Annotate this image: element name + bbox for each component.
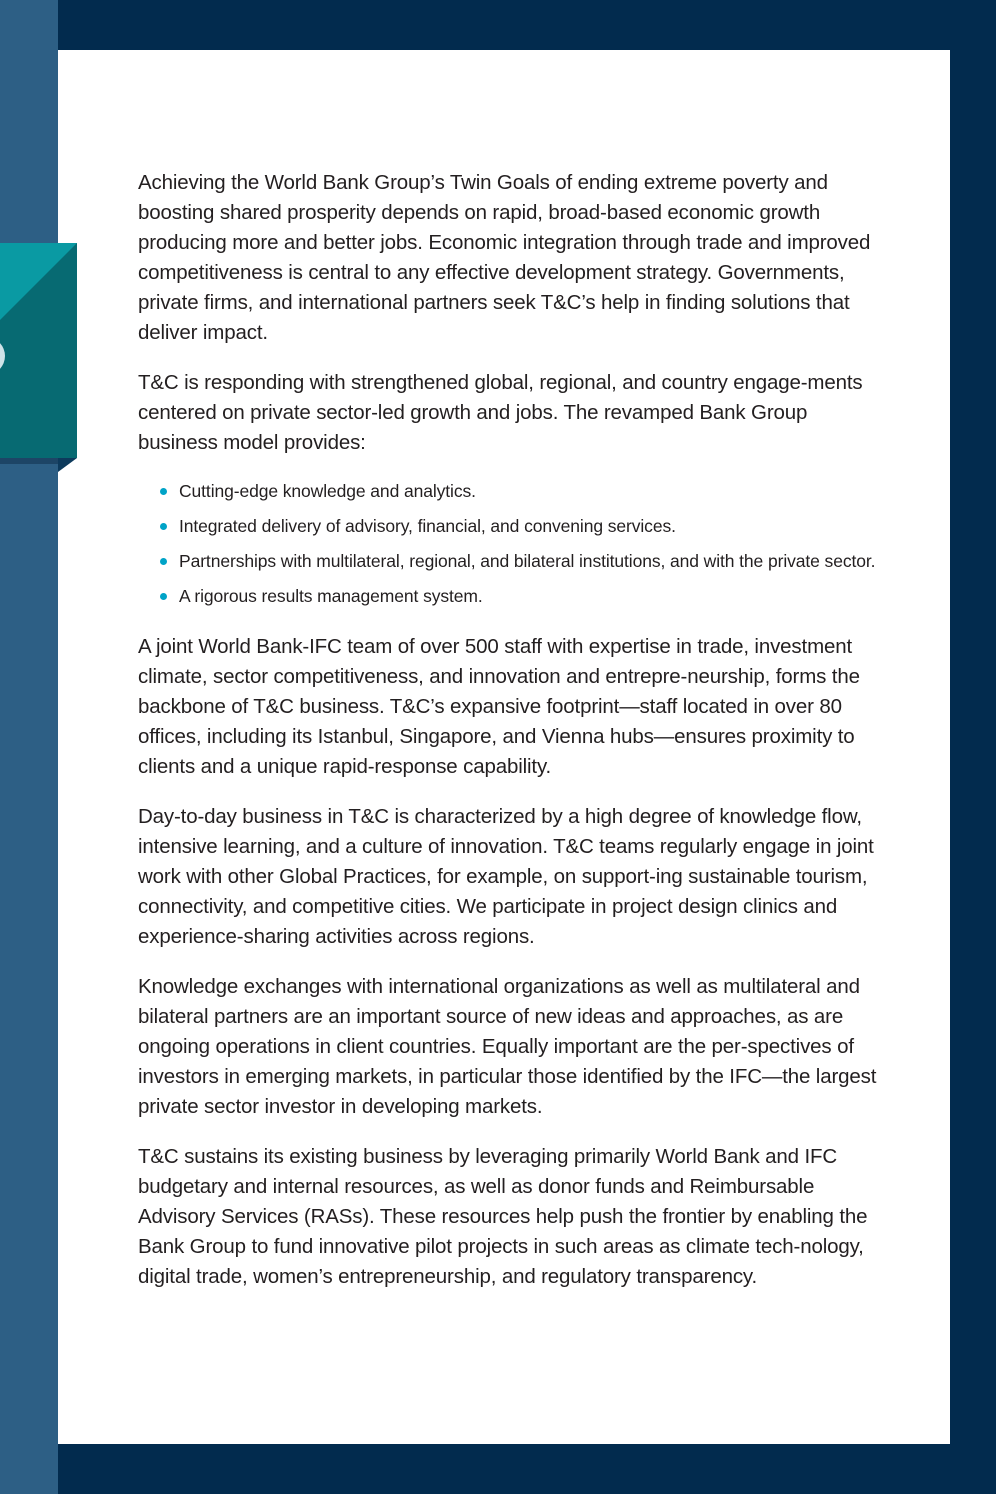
paragraph-day-to-day: Day-to-day business in T&C is characterized by a high degree of knowledge flow, intensive learning, and a culture of innovation. T&C teams regularly engage in joint work with other Global Practices, for example, on support-ing sustainable tourism, connectivity, and competitive cities. We participate in project design clinics and experience-sharing activities across regions. bbox=[138, 805, 874, 948]
bullet-icon bbox=[160, 523, 167, 530]
list-item-text: Cutting-edge knowledge and analytics. bbox=[179, 481, 476, 501]
list-item bbox=[138, 583, 882, 610]
section-tab-fold bbox=[58, 458, 77, 472]
paragraph-team: A joint World Bank-IFC team of over 500 staff with expertise in trade, investment climate, sector competitiveness, and innovation and entrepre-neurship, forms the backbone of T&C business. T&C’s expansive footprint—staff located in over 80 offices, including its Istanbul, Singapore, and Vienna hubs—ensures proximity to clients and a unique rapid-response capability. bbox=[138, 635, 860, 778]
bullet-icon bbox=[160, 593, 167, 600]
bullet-icon bbox=[160, 488, 167, 495]
section-tab-graphic bbox=[0, 243, 77, 458]
list-item-text: Integrated delivery of advisory, financial, and convening services. bbox=[179, 516, 676, 536]
list-item bbox=[138, 513, 882, 540]
business-model-list bbox=[138, 478, 882, 610]
paragraph-resources: T&C sustains its existing business by leveraging primarily World Bank and IFC budgetary and internal resources, as well as donor funds and Reimbursable Advisory Services (RASs). These resources help push the frontier by enabling the Bank Group to fund innovative pilot projects in such areas as climate tech-nology, digital trade, women’s entrepreneurship, and regulatory transparency. bbox=[138, 1145, 868, 1288]
list-item-text: Partnerships with multilateral, regional, and bilateral institutions, and with the private sector. bbox=[179, 551, 876, 571]
paragraph-response: T&C is responding with strengthened global, regional, and country engage-ments centered on private sector-led growth and jobs. The revamped Bank Group business model provides: bbox=[138, 371, 863, 454]
bullet-icon bbox=[160, 558, 167, 565]
body-text bbox=[138, 168, 882, 1312]
left-side-band bbox=[0, 0, 58, 1494]
list-item bbox=[138, 478, 882, 505]
section-tab-shadow bbox=[0, 458, 58, 464]
list-item bbox=[138, 548, 882, 575]
paragraph-knowledge: Knowledge exchanges with international organizations as well as multilateral and bilateral partners are an important source of new ideas and approaches, as are ongoing operations in client countries. Equally important are the per-spectives of investors in emerging markets, in particular those identified by the IFC—the largest private sector investor in developing markets. bbox=[138, 975, 877, 1118]
list-item-text: A rigorous results management system. bbox=[179, 586, 483, 606]
paragraph-intro: Achieving the World Bank Group’s Twin Goals of ending extreme poverty and boosting shared prosperity depends on rapid, broad-based economic growth producing more and better jobs. Economic integration through trade and improved competitiveness is central to any effective development strategy. Governments, private firms, and international partners seek T&C’s help in finding solutions that deliver impact. bbox=[138, 171, 871, 344]
section-tab-marker bbox=[0, 243, 77, 458]
